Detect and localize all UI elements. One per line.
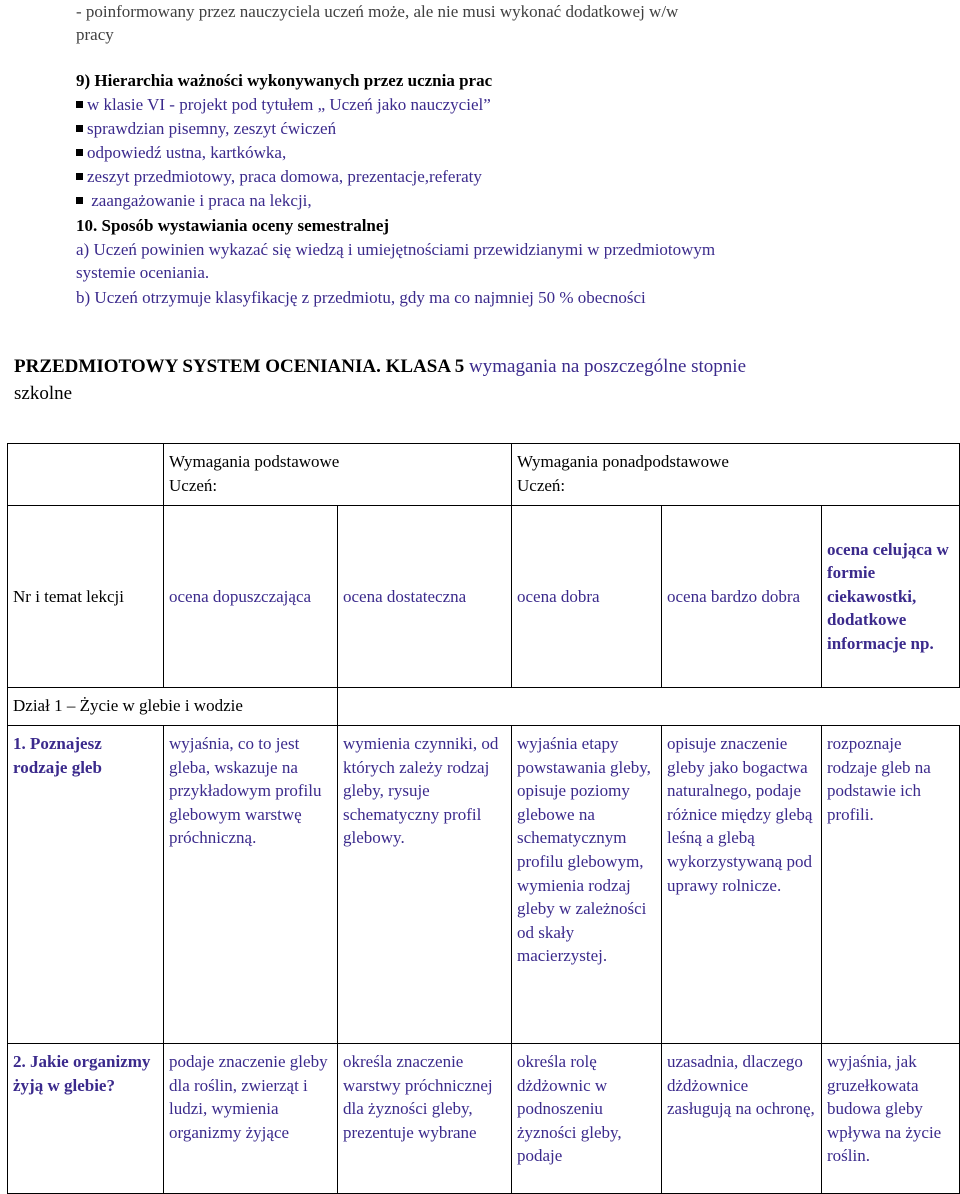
lesson-title: 2. Jakie organizmy żyją w glebie? [8,1044,164,1194]
basic-requirements-label: Wymagania podstawowe [169,452,340,471]
section-9-item: zeszyt przedmiotowy, praca domowa, prezentacje,referaty [76,165,482,188]
grade-header: ocena bardzo dobra [662,506,822,688]
lesson-title: 1. Poznajesz rodzaje gleb [8,726,164,1044]
requirement-cell: określa rolę dżdżownic w podnoszeniu żyzności gleby, podaje [512,1044,662,1194]
requirement-cell: rozpoznaje rodzaje gleb na podstawie ich profili. [822,726,960,1044]
advanced-requirements-label: Wymagania ponadpodstawowe [517,452,729,471]
intro-line-1: - poinformowany przez nauczyciela uczeń może, ale nie musi wykonać dodatkowej w/w [76,2,679,21]
bullet-icon [76,101,83,108]
section-10-a-line-2: systemie oceniania. [76,263,210,282]
section-9-item: w klasie VI - projekt pod tytułem „ Uczeń jako nauczyciel” [76,93,491,116]
requirement-cell: wyjaśnia, co to jest gleba, wskazuje na przykładowym profilu glebowym warstwę próchniczną. [164,726,338,1044]
grade-header: ocena celująca w formie ciekawostki, dodatkowe informacje np. [822,506,960,688]
requirements-table [7,443,960,1194]
basic-requirements-header [164,444,512,506]
advanced-student-label: Uczeń: [517,475,566,495]
section-9-title: 9) Hierarchia ważności wykonywanych przez ucznia prac [76,71,493,90]
section-10-a-line-1: a) Uczeń powinien wykazać się wiedzą i umiejętnościami przewidzianymi w przedmiotowym [76,240,716,259]
system-heading-line-2: szkolne [14,383,73,404]
corner-cell [8,444,164,506]
bullet-icon [76,173,83,180]
bullet-icon [76,149,83,156]
grade-header: ocena dostateczna [338,506,512,688]
table-row [8,1044,960,1194]
table-row [8,726,960,1044]
advanced-requirements-header [512,444,960,506]
section-9-item: odpowiedź ustna, kartkówka, [76,141,286,164]
lesson-header: Nr i temat lekcji [8,506,164,688]
requirement-cell: wymienia czynniki, od których zależy rodzaj gleby, rysuje schematyczny profil glebowy. [338,726,512,1044]
requirement-cell: wyjaśnia etapy powstawania gleby, opisuje poziomy glebowe na schematycznym profilu glebowym, wymienia rodzaj gleby w zależności od skały macierzystej. [512,726,662,1044]
section-9-item: zaangażowanie i praca na lekcji, [76,189,312,212]
section-row: Dział 1 ‒ Życie w glebie i wodzie [8,688,338,726]
requirement-cell: uzasadnia, dlaczego dżdżownice zasługują na ochronę, [662,1044,822,1194]
requirement-cell: podaje znaczenie gleby dla roślin, zwierząt i ludzi, wymienia organizmy żyjące [164,1044,338,1194]
requirement-cell: opisuje znaczenie gleby jako bogactwa naturalnego, podaje różnice między glebą leśną a glebą wykorzystywaną pod uprawy rolnicze. [662,726,822,1044]
bullet-icon [76,125,83,132]
section-10-b: b) Uczeń otrzymuje klasyfikację z przedmiotu, gdy ma co najmniej 50 % obecności [76,288,646,307]
grade-header: ocena dopuszczająca [164,506,338,688]
section-9-item: sprawdzian pisemny, zeszyt ćwiczeń [76,117,336,140]
requirement-cell: wyjaśnia, jak gruzełkowata budowa gleby wpływa na życie roślin. [822,1044,960,1194]
system-heading: PRZEDMIOTOWY SYSTEM OCENIANIA. KLASA 5 wymagania na poszczególne stopnie [14,356,747,377]
bullet-icon [76,197,83,204]
section-10-title: 10. Sposób wystawiania oceny semestralnej [76,216,390,235]
grade-header: ocena dobra [512,506,662,688]
intro-line-2: pracy [76,25,114,44]
requirement-cell: określa znaczenie warstwy próchnicznej dla żyzności gleby, prezentuje wybrane [338,1044,512,1194]
basic-student-label: Uczeń: [169,475,218,495]
